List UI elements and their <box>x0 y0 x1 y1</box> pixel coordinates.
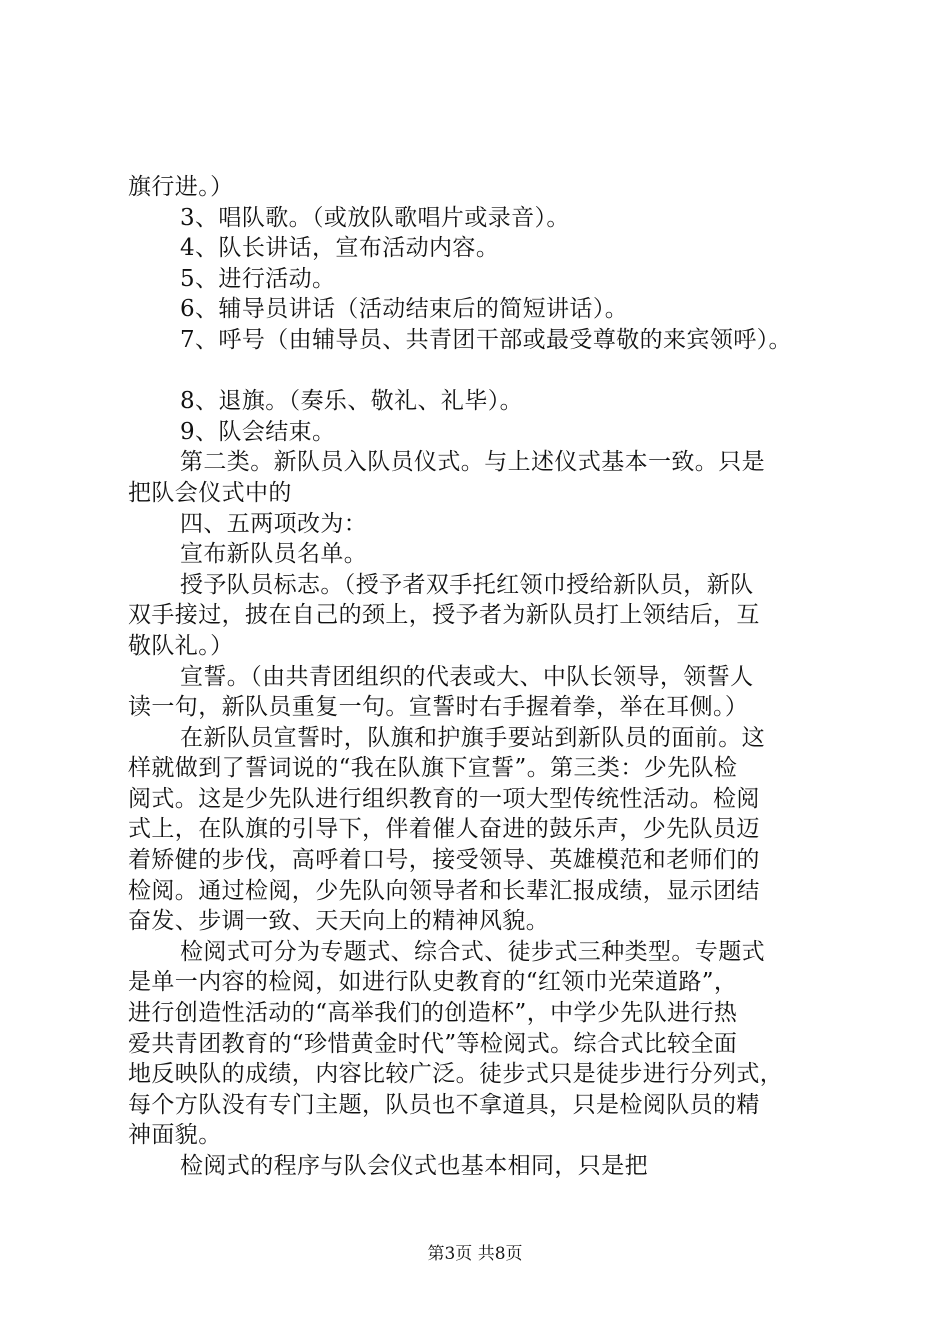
paragraph-line: 把队会仪式中的 <box>128 479 292 506</box>
blank-line <box>128 356 838 387</box>
paragraph-line: 宣誓。（由共青团组织的代表或大、中队长领导，领誓人 <box>180 663 754 690</box>
paragraph-line: 每个方队没有专门主题，队员也不拿道具，只是检阅队员的精 <box>128 1091 760 1118</box>
list-item: 9、队会结束。 <box>180 418 336 445</box>
paragraph-line: 式上，在队旗的引导下，伴着催人奋进的鼓乐声，少先队员迈 <box>128 816 760 843</box>
list-item: 7、呼号（由辅导员、共青团干部或最受尊敬的来宾领呼）。 <box>180 326 792 353</box>
document-body <box>128 172 838 1182</box>
paragraph-line: 爱共青团教育的“珍惜黄金时代”等检阅式。综合式比较全面 <box>128 1030 738 1057</box>
paragraph-line: 检阅式可分为专题式、综合式、徒步式三种类型。专题式 <box>180 938 765 965</box>
page-footer: 第3页 共8页 <box>427 1244 523 1264</box>
paragraph-line: 读一句，新队员重复一句。宣誓时右手握着拳，举在耳侧。） <box>128 694 749 721</box>
paragraph-line: 检阅式的程序与队会仪式也基本相同，只是把 <box>180 1153 648 1179</box>
paragraph-line: 检阅。通过检阅，少先队向领导者和长辈汇报成绩，显示团结 <box>128 877 760 904</box>
paragraph-line: 阅式。这是少先队进行组织教育的一项大型传统性活动。检阅 <box>128 785 760 812</box>
paragraph-line: 神面貌。 <box>128 1122 222 1149</box>
list-item: 8、退旗。（奏乐、敬礼、礼毕）。 <box>180 388 524 415</box>
paragraph-line: 宣布新队员名单。 <box>180 541 368 568</box>
paragraph-line: 在新队员宣誓时，队旗和护旗手要站到新队员的面前。这 <box>180 724 765 751</box>
paragraph-line: 授予队员标志。（授予者双手托红领巾授给新队员，新队 <box>180 571 754 598</box>
list-item: 6、辅导员讲话（活动结束后的简短讲话）。 <box>180 296 629 323</box>
paragraph-line: 是单一内容的检阅，如进行队史教育的“红领巾光荣道路”， <box>128 969 738 996</box>
paragraph-line: 样就做到了誓词说的“我在队旗下宣誓”。第三类：少先队检 <box>128 755 738 782</box>
list-item: 5、进行活动。 <box>180 265 336 292</box>
text-line: 旗行进。） <box>128 174 234 200</box>
paragraph-line: 奋发、步调一致、天天向上的精神风貌。 <box>128 908 550 935</box>
paragraph-line: 进行创造性活动的“高举我们的创造杯”，中学少先队进行热 <box>128 1000 738 1027</box>
paragraph-line: 四、五两项改为： <box>180 510 368 537</box>
paragraph-line: 地反映队的成绩，内容比较广泛。徒步式只是徒步进行分列式， <box>128 1061 784 1088</box>
list-item: 4、队长讲话，宣布活动内容。 <box>180 235 500 262</box>
list-item: 3、唱队歌。（或放队歌唱片或录音）。 <box>180 204 570 231</box>
paragraph-line: 第二类。新队员入队员仪式。与上述仪式基本一致。只是 <box>180 449 765 476</box>
paragraph-line: 着矫健的步伐，高呼着口号，接受领导、英雄模范和老师们的 <box>128 847 760 874</box>
paragraph-line: 双手接过，披在自己的颈上，授予者为新队员打上领结后，互 <box>128 602 760 629</box>
paragraph-line: 敬队礼。） <box>128 632 234 659</box>
